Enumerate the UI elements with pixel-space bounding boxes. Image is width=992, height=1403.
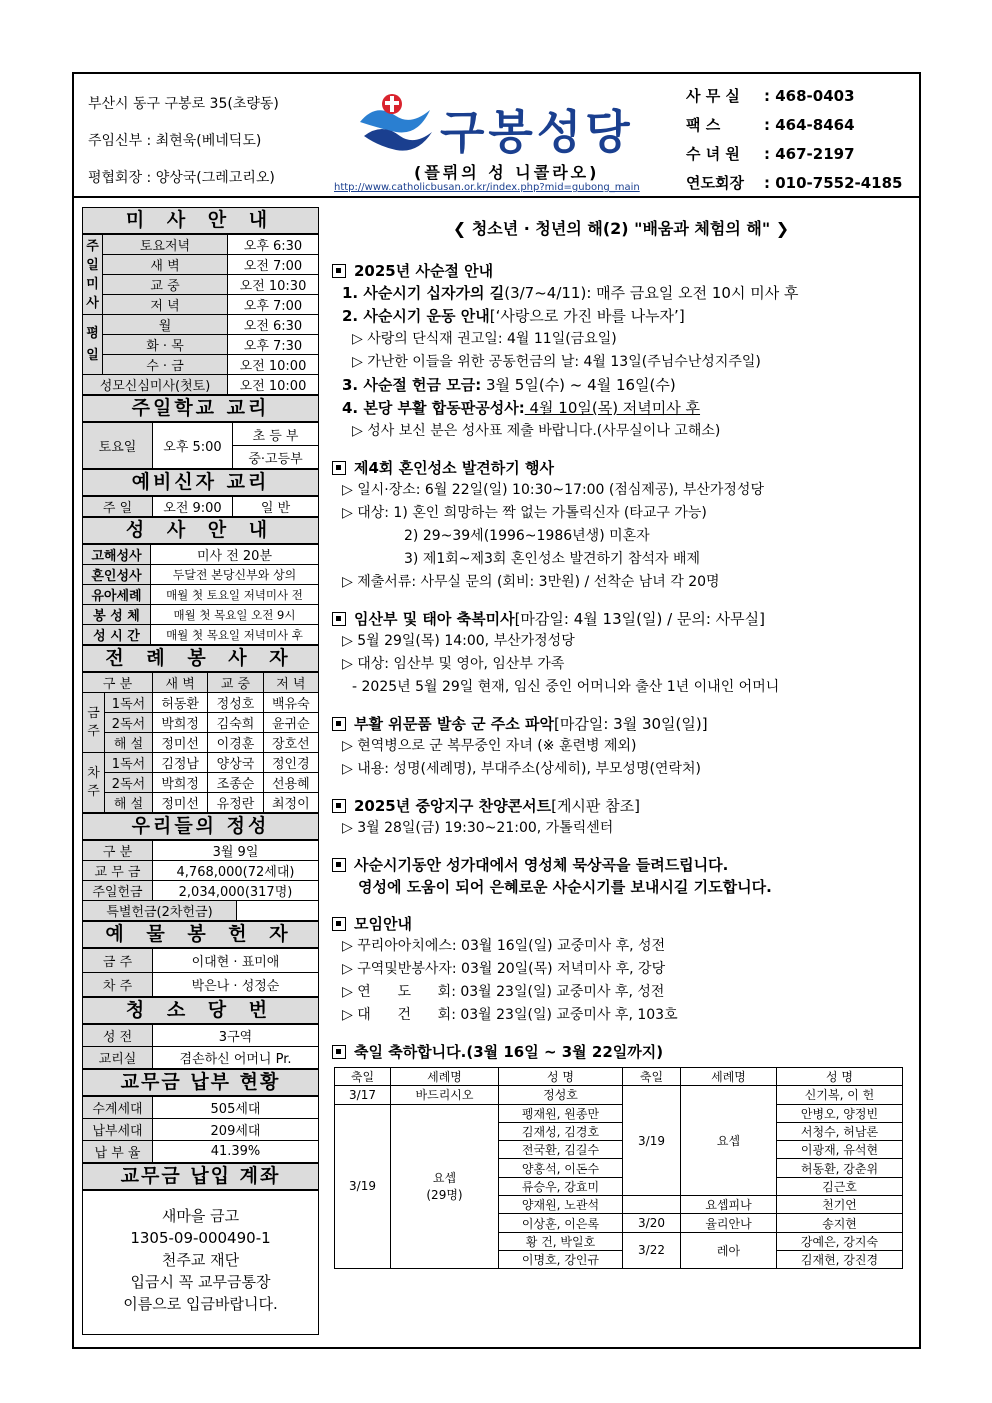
weekday-mass-label: 평 일 bbox=[83, 315, 103, 375]
meeting-line: ▷ 꾸리아아치에스: 03월 16일(일) 교중미사 후, 성전 bbox=[342, 938, 666, 954]
parish-title: 구봉성당 bbox=[440, 105, 634, 159]
contact-list bbox=[686, 82, 902, 198]
bullet-square-icon bbox=[332, 1045, 346, 1059]
parish-patron: (플뤼의 성 니콜라오) bbox=[414, 163, 600, 182]
bullet-square-icon bbox=[332, 612, 346, 626]
donors-table: 금 주 이대현 · 표미애 차 주 박은나 · 성정순 bbox=[82, 948, 319, 997]
military-heading: 부활 위문품 발송 군 주소 파악 [마감일: 3월 30일(일)] bbox=[332, 713, 910, 735]
choir-heading: 사순시기동안 성가대에서 영성체 묵상곡을 들려드립니다. bbox=[332, 854, 910, 876]
parish-url[interactable]: http://www.catholicbusan.or.kr/index.php?mid=gubong_main bbox=[334, 182, 640, 193]
wedding-heading: 제4회 혼인성소 발견하기 행사 bbox=[332, 457, 910, 479]
sunday-school-title: 주일학교 교리 bbox=[82, 395, 319, 422]
sacrament-table: 고해성사 미사 전 20분 혼인성사 두달전 본당신부와 상의 유아세례 매월 첫 토요일 저녁미사 전 봉 성 체 매월 첫 목요일 오전 9시 성 시 간 매월 첫 목요일 저녁미사 후 bbox=[82, 544, 319, 645]
bullet-square-icon bbox=[332, 858, 346, 872]
bullet-square-icon bbox=[332, 461, 346, 475]
council-president: 평협회장 : 양상국(그레고리오) bbox=[88, 170, 275, 186]
wave-cross-icon bbox=[356, 92, 434, 156]
sunday-mass-label: 주 일 미 사 bbox=[83, 235, 103, 315]
contact-row: 사 무 실 : 468-0403 bbox=[686, 87, 855, 105]
offering-title: 우리들의 정성 bbox=[82, 813, 319, 840]
next-week-label: 차 주 bbox=[83, 753, 105, 813]
contact-row: 수 녀 원 : 467-2197 bbox=[686, 145, 855, 163]
bullet-square-icon bbox=[332, 917, 346, 931]
bullet-square-icon bbox=[332, 264, 346, 278]
mass-title: 미 사 안 내 bbox=[82, 207, 319, 234]
wedding-line: 2) 29~39세(1996~1986년생) 미혼자 bbox=[404, 528, 650, 544]
meeting-line: ▷ 구역및반봉사자: 03월 20일(목) 저녁미사 후, 강당 bbox=[342, 961, 666, 977]
catechumen-table: 주 일 오전 9:00 일 반 bbox=[82, 496, 319, 517]
bulletin-header bbox=[72, 72, 921, 198]
contact-row: 팩 스 : 464-8464 bbox=[686, 116, 855, 134]
feast-heading: 축일 축하합니다.(3월 16일 ~ 3월 22일까지) bbox=[332, 1041, 910, 1063]
servers-title: 전 례 봉 사 자 bbox=[82, 645, 319, 672]
lent-item: 1. 사순시기 십자가의 길(3/7~4/11): 매주 금요일 오전 10시 미사 후 bbox=[342, 284, 799, 302]
wedding-line: 3) 제1회~제3회 혼인성소 발견하기 참석자 배제 bbox=[404, 551, 701, 567]
feast-joseph-cell: 요셉 (29명) bbox=[391, 1104, 499, 1269]
main-content bbox=[332, 212, 910, 1269]
this-week-label: 금 주 bbox=[83, 693, 105, 753]
parish-address: 부산시 동구 구봉로 35(초량동) bbox=[88, 96, 279, 112]
donors-title: 예 물 봉 헌 자 bbox=[82, 921, 319, 948]
lent-item: 3. 사순절 헌금 모금: 3월 5일(수) ~ 4월 16일(수) bbox=[342, 376, 676, 394]
parish-logo bbox=[334, 82, 674, 193]
pregnant-heading: 임산부 및 태아 축복미사 [마감일: 4월 13일(일) / 문의: 사무실] bbox=[332, 608, 910, 630]
wedding-line: ▷ 일시·장소: 6월 22일(일) 10:30~17:00 (점심제공), 부산가정성당 bbox=[342, 482, 764, 498]
concert-line: ▷ 3월 28일(금) 19:30~21:00, 가톨릭센터 bbox=[342, 820, 614, 836]
military-line: ▷ 현역병으로 군 복무중인 자녀 (※ 훈련병 제외) bbox=[342, 738, 637, 754]
pregnant-line: ▷ 5월 29일(목) 14:00, 부산가정성당 bbox=[342, 633, 575, 649]
lent-subitem: ▷ 가난한 이들을 위한 공동헌금의 날: 4월 13일(주님수난성지주일) bbox=[352, 354, 761, 370]
sunday-school-table: 토요일 오후 5:00 초 등 부 중·고등부 bbox=[82, 422, 319, 469]
parish-info bbox=[88, 86, 279, 197]
servers-table: 구 분 새 벽 교 중 저 녁 금 주 1독서 허동환 정성호 백유숙 2독서 박희정 김숙희 윤귀순 해 설 정미선 이경훈 장호선 차 주 1독서 김정남 양상국 정인경 2독서 박희정 조종순 선용혜 해 설 정미선 유정란 최정이 bbox=[82, 672, 319, 813]
dues-table: 수계세대 505세대 납부세대 209세대 납 부 율 41.39% bbox=[82, 1096, 319, 1163]
lent-subitem: ▷ 성사 보신 분은 성사표 제출 바랍니다.(사무실이나 고해소) bbox=[352, 423, 721, 439]
contact-row: 연도회장 : 010-7552-4185 bbox=[686, 174, 903, 192]
catechumen-title: 예비신자 교리 bbox=[82, 469, 319, 496]
cleaning-table: 성 전 3구역 교리실 겸손하신 어머니 Pr. bbox=[82, 1024, 319, 1069]
pastor-name: 주임신부 : 최현욱(베네딕도) bbox=[88, 133, 262, 149]
wedding-line: ▷ 제출서류: 사무실 문의 (회비: 3만원) / 선착순 남녀 각 20명 bbox=[342, 574, 720, 590]
year-theme: ❮ 청소년 · 청년의 해(2) "배움과 체험의 해" ❯ bbox=[452, 219, 790, 238]
cleaning-title: 청 소 당 번 bbox=[82, 997, 319, 1024]
lent-subitem: ▷ 사랑의 단식재 권고일: 4월 11일(금요일) bbox=[352, 331, 617, 347]
dues-title: 교무금 납부 현황 bbox=[82, 1069, 319, 1096]
concert-heading: 2025년 중앙지구 찬양콘서트 [게시판 참조] bbox=[332, 795, 910, 817]
choir-line: 영성에 도움이 되어 은혜로운 사순시기를 보내시길 기도합니다. bbox=[358, 878, 772, 896]
wedding-line: ▷ 대상: 1) 혼인 희망하는 짝 없는 가톨릭신자 (타교구 가능) bbox=[342, 505, 707, 521]
sacrament-title: 성 사 안 내 bbox=[82, 517, 319, 544]
lent-item: 2. 사순시기 운동 안내[‘사랑으로 가진 바를 나누자’] bbox=[342, 307, 685, 325]
meeting-line: ▷ 대 건 회: 03월 23일(일) 교중미사 후, 103호 bbox=[342, 1007, 678, 1023]
meeting-line: ▷ 연 도 회: 03월 23일(일) 교중미사 후, 성전 bbox=[342, 984, 665, 1000]
lent-item: 4. 본당 부활 합동판공성사: 4월 10일(목) 저녁미사 후 bbox=[342, 399, 701, 417]
bullet-square-icon bbox=[332, 717, 346, 731]
left-sidebar bbox=[82, 207, 319, 1350]
meetings-heading: 모임안내 bbox=[332, 913, 910, 935]
pregnant-line: - 2025년 5월 29일 현재, 임신 중인 어머니와 출산 1년 이내인 어머니 bbox=[352, 679, 780, 695]
lent-heading: 2025년 사순절 안내 bbox=[332, 260, 910, 282]
mass-table: 주 일 미 사 토요저녁 오후 6:30 새 벽 오전 7:00 교 중 오전 10:30 저 녁 오후 7:00 평 일 월 오전 6:30 화 · 목 오후 7:30 수 · 금 오전 10:00 성모신심미사(첫토) 오전 10:00 bbox=[82, 234, 319, 395]
offering-table: 구 분 3월 9일 교 무 금 4,768,000(72세대) 주일헌금 2,034,000(317명) 특별헌금(2차헌금) bbox=[82, 840, 319, 921]
feast-table: 축일 세례명 성 명 축일 세례명 성 명 3/17 바드리시오 정성호 3/19 요셉 신기복, 이 헌 3/19 요셉 (29명) 펭재원, 원종만 안병오, 양정빈 김재성, 김경호 서청수, 허남론 전국환, 김길수 이광재, 유석현 양홍석, 이돈수 허동환, 강춘위 류승우, 강효미 김근호 양재원, 노관석 요셉피나 천기언 이상훈, 이은록 3/20 율리안나 송지현 황 건, 박일호 3/22 레아 강예은, 강지숙 이명호, 강인규 김재현, 강진경 bbox=[334, 1067, 903, 1269]
military-line: ▷ 내용: 성명(세례명), 부대주소(상세히), 부모성명(연락처) bbox=[342, 761, 701, 777]
pregnant-line: ▷ 대상: 임산부 및 영아, 임산부 가족 bbox=[342, 656, 565, 672]
bullet-square-icon bbox=[332, 799, 346, 813]
account-box: 새마을 금고 1305-09-000490-1 천주교 재단 입금시 꼭 교무금통장 이름으로 입금바랍니다. bbox=[82, 1190, 319, 1335]
account-title: 교무금 납입 계좌 bbox=[82, 1163, 319, 1190]
